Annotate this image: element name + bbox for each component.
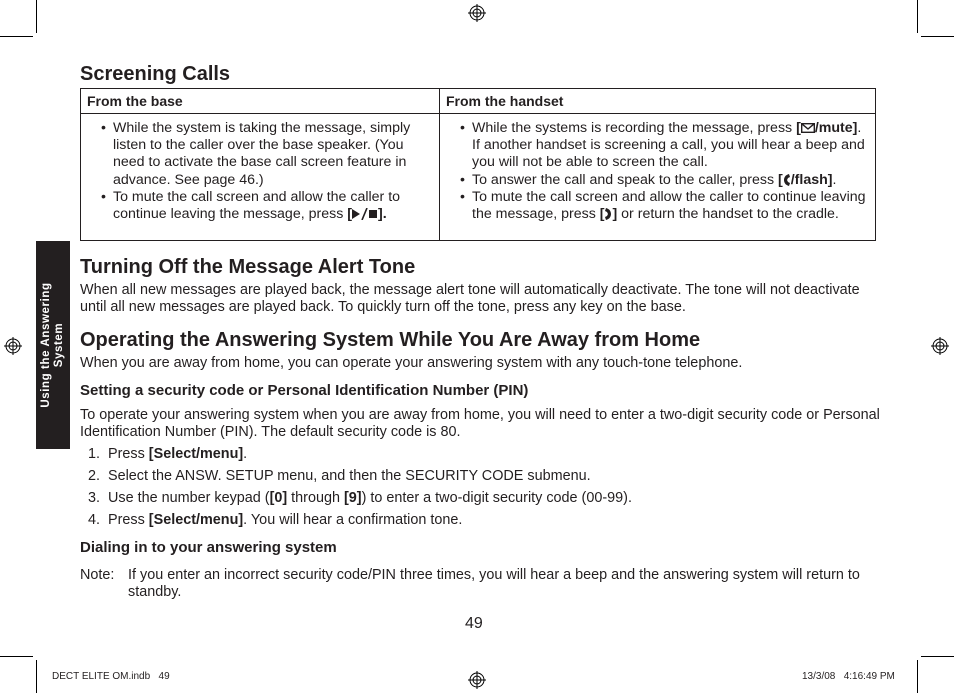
registration-mark-icon bbox=[468, 671, 486, 689]
crop-mark bbox=[917, 0, 918, 33]
crop-mark bbox=[921, 656, 954, 657]
crop-mark bbox=[36, 660, 37, 693]
list-item: 4. Press [Select/menu]. You will hear a confirmation tone. bbox=[88, 512, 463, 528]
list-item: 3. Use the number keypad ([0] through [9]) to enter a two-digit security code (00-99). bbox=[88, 490, 632, 506]
alert-tone-body: When all new messages are played back, the message alert tone will automatically deactivate. The tone will not deactivate until all new messages are played back. To quickly turn off the tone, press any key on the base. bbox=[80, 282, 860, 315]
pin-body: To operate your answering system when you are away from home, you will need to enter a two-digit security code or Personal Identification Number (PIN). The default security code is 80. bbox=[80, 407, 880, 440]
play-stop-icon bbox=[352, 208, 378, 220]
list-item: 2. Select the ANSW. SETUP menu, and then the SECURITY CODE submenu. bbox=[88, 468, 591, 484]
registration-mark-icon bbox=[4, 337, 22, 355]
side-tab-line-2: System bbox=[53, 322, 65, 368]
list-item: • While the systems is recording the message, press [ /mute]. If another handset is screening a call, you will hear a beep and you will not be able to screen the call. bbox=[460, 120, 865, 171]
pin-heading: Setting a security code or Personal Identification Number (PIN) bbox=[80, 382, 529, 399]
phone-talk-icon bbox=[783, 173, 791, 187]
crop-mark bbox=[921, 36, 954, 37]
footer-timestamp: 13/3/08 4:16:49 PM bbox=[802, 671, 895, 682]
registration-mark-icon bbox=[468, 4, 486, 22]
crop-mark bbox=[0, 36, 33, 37]
crop-mark bbox=[36, 0, 37, 33]
envelope-icon bbox=[801, 123, 815, 133]
base-instructions-cell bbox=[81, 114, 440, 241]
crop-mark bbox=[0, 656, 33, 657]
list-item: • To mute the call screen and allow the caller to continue leaving the message, press [ ] or return the handset to the cradle. bbox=[460, 188, 866, 223]
side-tab-line-1: Using the Answering bbox=[40, 282, 52, 408]
alert-tone-heading: Turning Off the Message Alert Tone bbox=[80, 256, 416, 278]
note-text: If you enter an incorrect security code/PIN three times, you will hear a beep and the answering system will return to standby. bbox=[128, 567, 860, 600]
dialing-heading: Dialing in to your answering system bbox=[80, 539, 337, 556]
page-number: 49 bbox=[465, 615, 483, 632]
away-body: When you are away from home, you can operate your answering system with any touch-tone telephone. bbox=[80, 355, 743, 371]
footer-file-info: DECT ELITE OM.indb 49 bbox=[52, 671, 170, 682]
handset-instructions-cell bbox=[440, 114, 876, 241]
list-item: • To answer the call and speak to the caller, press [ /flash]. bbox=[460, 171, 837, 188]
column-header-base: From the base bbox=[81, 89, 440, 114]
crop-mark bbox=[917, 660, 918, 693]
column-header-handset: From the handset bbox=[440, 89, 876, 114]
list-item: 1. Press [Select/menu]. bbox=[88, 446, 248, 462]
away-heading: Operating the Answering System While You Are Away from Home bbox=[80, 329, 701, 351]
screening-table bbox=[80, 88, 876, 241]
screening-calls-heading: Screening Calls bbox=[80, 63, 231, 85]
list-item: • To mute the call screen and allow the caller to continue leaving the message, press [ ]. bbox=[101, 188, 401, 223]
note-label: Note: bbox=[80, 567, 115, 583]
section-side-tab bbox=[36, 241, 70, 449]
list-item: • While the system is taking the message, simply listen to the caller over the base speaker. (You need to activate the base call screen feature in advance. See page 46.) bbox=[101, 120, 411, 188]
registration-mark-icon bbox=[931, 337, 949, 355]
